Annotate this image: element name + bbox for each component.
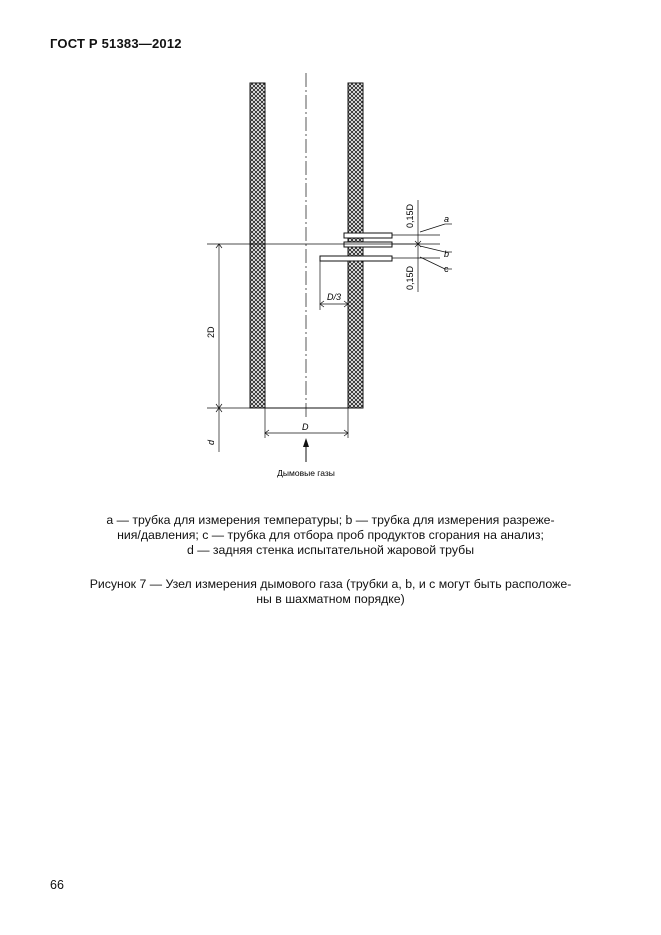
legend-line: ния/давления; с — трубка для отбора проб продуктов сгорания на анализ; xyxy=(117,528,544,542)
tube-c xyxy=(320,256,392,261)
label-c: c xyxy=(444,264,449,274)
tube-a xyxy=(344,233,392,238)
flow-arrow xyxy=(303,438,309,462)
label-a: a xyxy=(444,214,450,224)
dim-2D: 2D xyxy=(206,326,216,338)
figure-caption xyxy=(60,577,601,607)
tube-b xyxy=(344,242,392,247)
dim-d: d xyxy=(206,439,216,445)
dim-015D-bottom: 0,15D xyxy=(405,265,415,290)
figure-legend xyxy=(60,513,601,558)
label-b: b xyxy=(444,249,450,259)
caption-line: Рисунок 7 — Узел измерения дымового газа (трубки a, b, и с могут быть расположе- xyxy=(89,577,572,591)
dim-D: D xyxy=(302,422,309,432)
dimension-015D xyxy=(415,200,421,292)
caption-line: ны в шахматном порядке) xyxy=(256,592,405,606)
flow-label: Дымовые газы xyxy=(277,468,335,478)
legend-line: d — задняя стенка испытательной жаровой трубы xyxy=(186,543,475,557)
dim-D3: D/3 xyxy=(327,292,342,302)
dimension-2D-d xyxy=(207,244,420,452)
page-number: 66 xyxy=(50,878,64,892)
tube-leaders xyxy=(392,224,452,269)
dim-015D-top: 0,15D xyxy=(405,203,415,228)
dimension-D3 xyxy=(320,260,348,310)
legend-line: a — трубка для измерения температуры; b — трубка для измерения разреже- xyxy=(106,513,555,527)
document-header: ГОСТ Р 51383—2012 xyxy=(50,36,182,51)
measurement-tubes xyxy=(320,233,392,261)
left-wall xyxy=(250,83,265,408)
